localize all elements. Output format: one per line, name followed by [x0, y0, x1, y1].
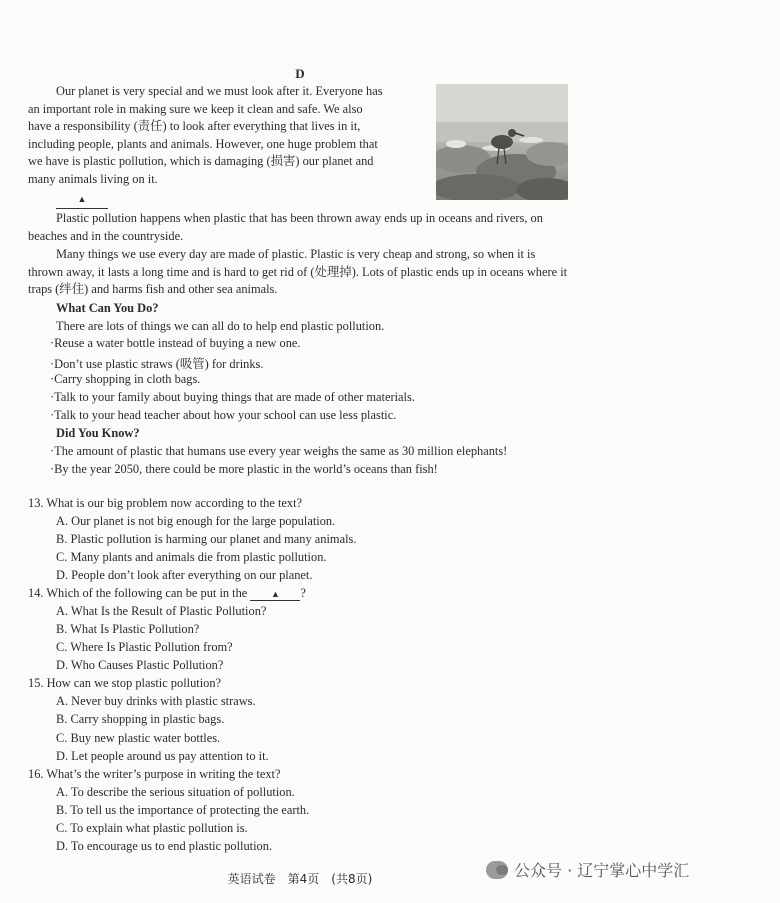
wechat-icon [486, 861, 508, 879]
beach-bird-photo [436, 84, 568, 200]
question-14-stem-end: ? [300, 586, 306, 600]
question-15-option-b[interactable]: B. Carry shopping in plastic bags. [56, 712, 225, 726]
question-16-option-b[interactable]: B. To tell us the importance of protecting the earth. [56, 803, 310, 817]
question-13-option-a[interactable]: A. Our planet is not big enough for the large population. [56, 514, 336, 528]
question-13-option-d[interactable]: D. People don’t look after everything on our planet. [56, 568, 313, 582]
question-14-blank: ▲ [250, 589, 300, 601]
fact-item: ·The amount of plastic that humans use every year weighs the same as 30 million elephants! [50, 444, 508, 458]
tip-item: ·Carry shopping in cloth bags. [50, 372, 201, 386]
question-13-option-c[interactable]: C. Many plants and animals die from plastic pollution. [56, 550, 327, 564]
heading-what-can-you-do: What Can You Do? [56, 301, 159, 315]
paragraph-3: Many things we use every day are made of plastic. Plastic is very cheap and strong, so when it is thrown away, it lasts a long time and is hard to get rid of (处理掉). Lots of plastic ends up in oceans where it traps (绊住) and harms fish and other sea animals. [28, 247, 568, 297]
tip-item: ·Reuse a water bottle instead of buying a new one. [50, 336, 301, 350]
page-footer: 英语试卷 第4页 (共8页) [227, 872, 373, 886]
tip-item: ·Don’t use plastic straws (吸管) for drinks. [50, 357, 264, 371]
blank-triangle-mark: ▲ [77, 194, 87, 204]
question-16-option-a[interactable]: A. To describe the serious situation of pollution. [56, 785, 295, 799]
paragraph-2: Plastic pollution happens when plastic that has been thrown away ends up in oceans and rivers, on beaches and in the countryside. [28, 211, 543, 243]
question-16-stem: 16. What’s the writer’s purpose in writing the text? [28, 767, 281, 781]
paragraph-1-line: including people, plants and animals. However, one huge problem that [28, 136, 378, 151]
paragraph-1-line: have a responsibility (责任) to look after everything that lives in it, [28, 119, 361, 134]
question-14-stem-text: 14. Which of the following can be put in the [28, 586, 248, 600]
question-15-option-c[interactable]: C. Buy new plastic water bottles. [56, 731, 221, 745]
question-15-stem: 15. How can we stop plastic pollution? [28, 676, 222, 690]
question-14-stem [28, 586, 306, 601]
tip-item: ·Talk to your head teacher about how your school can use less plastic. [50, 408, 397, 422]
paragraph-1-line: an important role in making sure we keep it clean and safe. We also [28, 101, 363, 116]
question-13-option-b[interactable]: B. Plastic pollution is harming our planet and many animals. [56, 532, 357, 546]
question-15-option-a[interactable]: A. Never buy drinks with plastic straws. [56, 694, 256, 708]
question-14-option-d[interactable]: D. Who Causes Plastic Pollution? [56, 658, 224, 672]
watermark-text: 公众号 · 辽宁掌心中学汇 [514, 861, 690, 880]
watermark [486, 858, 689, 881]
tip-item: ·Talk to your family about buying things that are made of other materials. [50, 390, 415, 404]
paragraph-1-line: many animals living on it. [28, 171, 158, 186]
fact-item: ·By the year 2050, there could be more plastic in the world’s oceans than fish! [50, 462, 438, 476]
intro-what-can-you-do: There are lots of things we can all do to help end plastic pollution. [56, 319, 385, 333]
question-16-option-c[interactable]: C. To explain what plastic pollution is. [56, 821, 248, 835]
heading-blank [56, 193, 108, 209]
question-13-stem: 13. What is our big problem now according to the text? [28, 496, 303, 510]
section-letter: D [295, 66, 305, 81]
bird-on-rocks-image [436, 84, 568, 200]
question-14-option-c[interactable]: C. Where Is Plastic Pollution from? [56, 640, 233, 654]
question-16-option-d[interactable]: D. To encourage us to end plastic pollution. [56, 839, 273, 853]
question-15-option-d[interactable]: D. Let people around us pay attention to it. [56, 749, 269, 763]
paragraph-1-line: we have is plastic pollution, which is damaging (损害) our planet and [28, 154, 374, 169]
question-14-option-a[interactable]: A. What Is the Result of Plastic Pollution? [56, 604, 267, 618]
paragraph-1 [28, 83, 428, 189]
paragraph-1-line: Our planet is very special and we must look after it. Everyone has [56, 84, 383, 98]
question-14-option-b[interactable]: B. What Is Plastic Pollution? [56, 622, 200, 636]
heading-did-you-know: Did You Know? [56, 426, 140, 440]
